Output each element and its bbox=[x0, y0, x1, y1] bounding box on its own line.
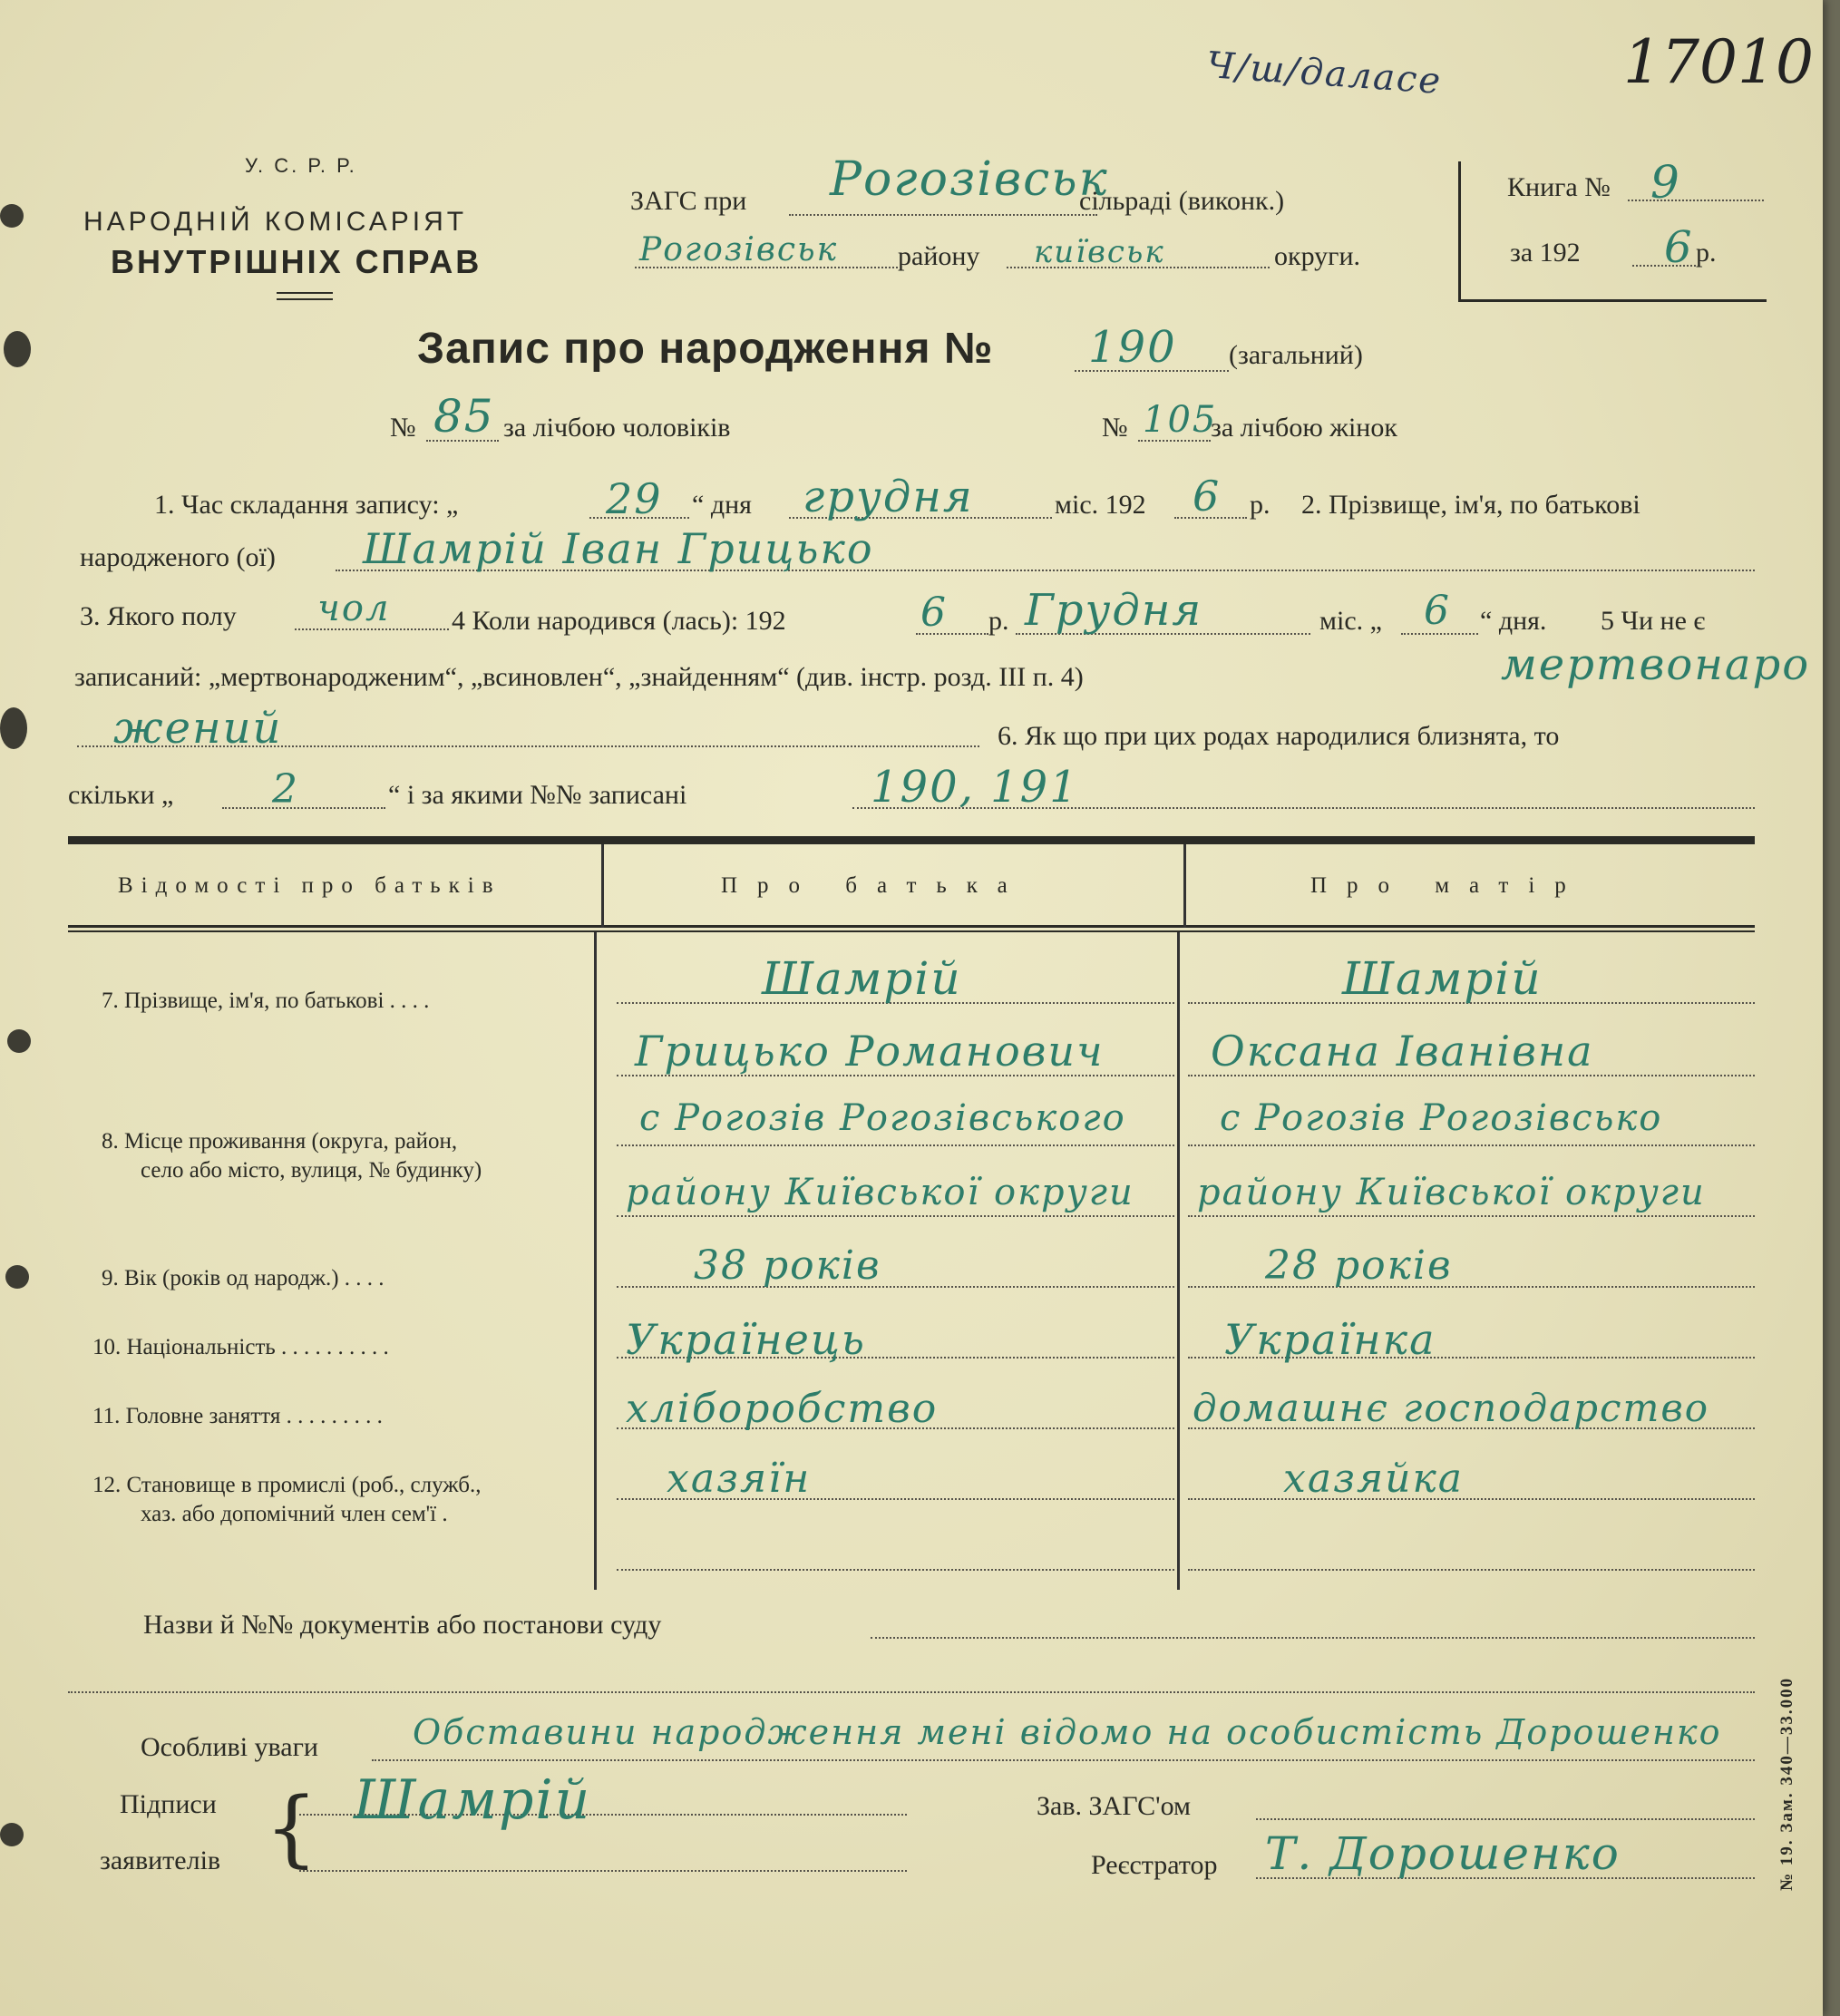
f3-sex-hw: чол bbox=[317, 588, 391, 629]
commissariat-line2: ВНУТРІШНІХ СПРАВ bbox=[111, 243, 482, 280]
mother-residence-hw: с Рогозів Рогозівсько bbox=[1220, 1097, 1663, 1139]
zags-suffix: сільраді (виконк.) bbox=[1079, 186, 1285, 216]
f4-day-hw: 6 bbox=[1424, 588, 1451, 634]
row-label-residence: 8. Місце проживання (округа, район, bbox=[102, 1129, 458, 1154]
binder-hole bbox=[0, 1823, 24, 1846]
binder-hole bbox=[5, 1265, 29, 1289]
signatures-label-a: Підписи bbox=[120, 1789, 217, 1819]
f4-day-suffix: “ дня. bbox=[1480, 606, 1547, 636]
row-label-residence-b: село або місто, вулиця, № будинку) bbox=[141, 1158, 482, 1183]
f6-numbers-hw: 190, 191 bbox=[871, 762, 1079, 813]
record-suffix: (загальний) bbox=[1229, 340, 1363, 370]
female-no-prefix: № bbox=[1102, 413, 1128, 443]
f2-name-hw: Шамрій Іван Грицько bbox=[363, 524, 874, 573]
row-label-age: 9. Вік (років од народж.) . . . . bbox=[102, 1266, 385, 1290]
father-name-hw: Грицько Романович bbox=[635, 1027, 1105, 1076]
father-occupation-hw: хліборобство bbox=[626, 1386, 939, 1432]
f5-value-hw: мертвонаро bbox=[1501, 639, 1811, 690]
f2-label: 2. Прізвище, ім'я, по батькові bbox=[1301, 490, 1640, 520]
male-no-suffix: за лічбою чоловіків bbox=[503, 413, 731, 443]
f5-label: 5 Чи не є bbox=[1601, 606, 1706, 636]
father-surname-hw: Шамрій bbox=[762, 952, 962, 1005]
row-label-status: 12. Становище в промислі (роб., служб., bbox=[92, 1473, 482, 1497]
signatures-hw: Шамрій bbox=[354, 1768, 592, 1832]
okruha-label: округи. bbox=[1274, 241, 1361, 271]
father-nationality-hw: Українець bbox=[626, 1315, 866, 1364]
zags-prefix: ЗАГС при bbox=[630, 186, 747, 216]
f1-day-hw: 29 bbox=[606, 474, 663, 523]
zags-place-hw: Рогозівськ bbox=[830, 152, 1109, 207]
father-residence-hw: с Рогозів Рогозівського bbox=[639, 1097, 1126, 1139]
f1-year-hw: 6 bbox=[1193, 472, 1222, 521]
f1-year-suffix: р. bbox=[1250, 490, 1270, 520]
archive-scribble: Ч/ш/даласе bbox=[1204, 44, 1444, 103]
rayon-label: району bbox=[898, 241, 980, 271]
father-residence-hw2: району Київської округи bbox=[626, 1172, 1134, 1213]
father-age-hw: 38 років bbox=[694, 1242, 881, 1289]
male-no-prefix: № bbox=[390, 413, 416, 443]
mother-residence-hw2: району Київської округи bbox=[1197, 1172, 1706, 1213]
record-title: Запис про народження № bbox=[417, 325, 994, 373]
female-no-suffix: за лічбою жінок bbox=[1211, 413, 1397, 443]
f4-mis: міс. „ bbox=[1319, 606, 1382, 636]
f1-label: 1. Час складання запису: „ bbox=[154, 490, 459, 520]
binder-hole bbox=[0, 707, 27, 749]
commissariat-line1: НАРОДНІЙ КОМІСАРІЯТ bbox=[83, 207, 468, 237]
rayon-hw: Рогозівськ bbox=[639, 231, 839, 268]
f6-label: 6. Як що при цих родах народилися близнята, то bbox=[998, 721, 1560, 751]
docs-label: Назви й №№ документів або постанови суду bbox=[143, 1610, 662, 1640]
row-label-nationality: 10. Національність . . . . . . . . . . bbox=[92, 1335, 389, 1359]
mother-occupation-hw: домашнє господарство bbox=[1193, 1386, 1710, 1430]
mother-name-hw: Оксана Іванівна bbox=[1211, 1027, 1594, 1076]
table-header-father: Про батька bbox=[721, 873, 1027, 898]
f6-label-c: “ і за якими №№ записані bbox=[388, 780, 687, 810]
f4-month-hw: Грудня bbox=[1025, 585, 1203, 636]
notes-label: Особливі уваги bbox=[141, 1732, 318, 1762]
f5-value-hw2: жений bbox=[113, 703, 283, 754]
f4-year-hw: 6 bbox=[920, 589, 948, 636]
male-no-hw: 85 bbox=[433, 390, 495, 443]
f3-label: 3. Якого полу bbox=[80, 601, 237, 631]
book-label: Книга № bbox=[1507, 172, 1611, 202]
notes-hw: Обставини народження мені відомо на особистість Дорошенко bbox=[413, 1712, 1722, 1752]
print-mark: № 19. Зам. 340—33.000 bbox=[1777, 1676, 1796, 1891]
table-header-parents: Відомості про батьків bbox=[118, 873, 501, 898]
f4-r: р. bbox=[988, 606, 1009, 636]
okruha-hw: київськ bbox=[1034, 234, 1165, 270]
mother-nationality-hw: Українка bbox=[1224, 1315, 1436, 1364]
f1-day-suffix: “ дня bbox=[692, 490, 752, 520]
f1-year-label: міс. 192 bbox=[1055, 490, 1146, 520]
head-label: Зав. ЗАГС'ом bbox=[1037, 1791, 1191, 1821]
binder-hole bbox=[7, 1029, 31, 1053]
registrar-hw: Т. Дорошенко bbox=[1265, 1827, 1621, 1880]
archive-number: 17010 bbox=[1623, 27, 1814, 97]
row-label-name: 7. Прізвище, ім'я, по батькові . . . . bbox=[102, 989, 430, 1013]
f2-label-b: народженого (ої) bbox=[80, 542, 276, 572]
table-header-mother: Про матір bbox=[1310, 873, 1586, 898]
father-status-hw: хазяїн bbox=[667, 1456, 812, 1502]
row-label-status-b: хаз. або допомічний член сем'ї . bbox=[141, 1502, 448, 1526]
mother-age-hw: 28 років bbox=[1265, 1242, 1453, 1289]
mother-surname-hw: Шамрій bbox=[1342, 952, 1543, 1005]
book-year-suffix: р. bbox=[1696, 238, 1717, 268]
book-year-hw: 6 bbox=[1664, 222, 1694, 273]
f6-count-hw: 2 bbox=[272, 766, 299, 813]
country-abbr: У. С. Р. Р. bbox=[245, 154, 357, 177]
record-number-hw: 190 bbox=[1088, 322, 1177, 373]
mother-status-hw: хазяйка bbox=[1283, 1456, 1465, 1502]
birth-record-form: Ч/ш/даласе 17010 У. С. Р. Р. НАРОДНІЙ КОМІСАРІЯТ ВНУТРІШНІХ СПРАВ ЗАГС при Рогозівськ сільраді (виконк.) Рогозівськ району київськ округи. Книга № 9 за 192 6 р. Запис про народження № 190 (загальний) № 85 за лічбою чоловіків № 105 за лічбою жінок 1. Час складання запису: „ 29 “ дня грудня міс. 192 6 р. 2. Прізвище, ім'я, по батькові народженого (ої) Шамрій Іван Грицько 3. Якого полу чол 4 Коли народився (лась): 192 6 р. Грудня міс. „ 6 “ дня. 5 Чи не є записаний: „мертвонародженим“, „всиновлен“, „знайденням“ (див. інстр. розд. III п. 4) мертвонаро жений 6. Як що при цих родах народилися близнята, то скільки „ 2 “ і за якими №№ записані 190, 191 Відомості про батьків Про батька Про матір 7. Прізвище, ім'я, по батькові . . . . 8. Місце проживання (округа, район, село або місто, вулиця, № будинку) 9. Вік (років од народж.) . . . . 10. Національність . . . . . . . . . . 11. Головне заняття . . . . . . . . . 12. Становище в промислі (роб., служб., хаз. або допомічний член сем'ї . Шамрій Грицько Романович с Рогозів Рогозівського району Київської округи 38 років Українець хліборобство хазяїн Шамрій Оксана Іванівна с Рогозів Рогозівсько району Київської округи 28 років Українка домашнє господарство хазяйка Назви й №№ документів або постанови суду Особливі уваги Обставини народження мені відомо на особистість Дорошенко Підписи заявителів { Шамрій Зав. ЗАГС'ом Реєстратор Т. Дорошенко № 19. Зам. 340—33.000 bbox=[0, 0, 1823, 2016]
book-year-prefix: за 192 bbox=[1510, 238, 1581, 268]
f5-label-b: записаний: „мертвонародженим“, „всиновлен“, „знайденням“ (див. інстр. розд. III п. 4) bbox=[74, 662, 1084, 692]
f4-label: 4 Коли народився (лась): 192 bbox=[452, 606, 786, 636]
binder-hole bbox=[0, 204, 24, 228]
female-no-hw: 105 bbox=[1143, 399, 1218, 441]
row-label-occupation: 11. Головне заняття . . . . . . . . . bbox=[92, 1404, 383, 1428]
f1-month-hw: грудня bbox=[803, 472, 974, 522]
f6-label-b: скільки „ bbox=[68, 780, 174, 810]
signatures-label-b: заявителів bbox=[100, 1846, 221, 1875]
book-number-hw: 9 bbox=[1650, 156, 1681, 209]
registrar-label: Реєстратор bbox=[1091, 1850, 1218, 1880]
binder-hole bbox=[4, 331, 31, 367]
